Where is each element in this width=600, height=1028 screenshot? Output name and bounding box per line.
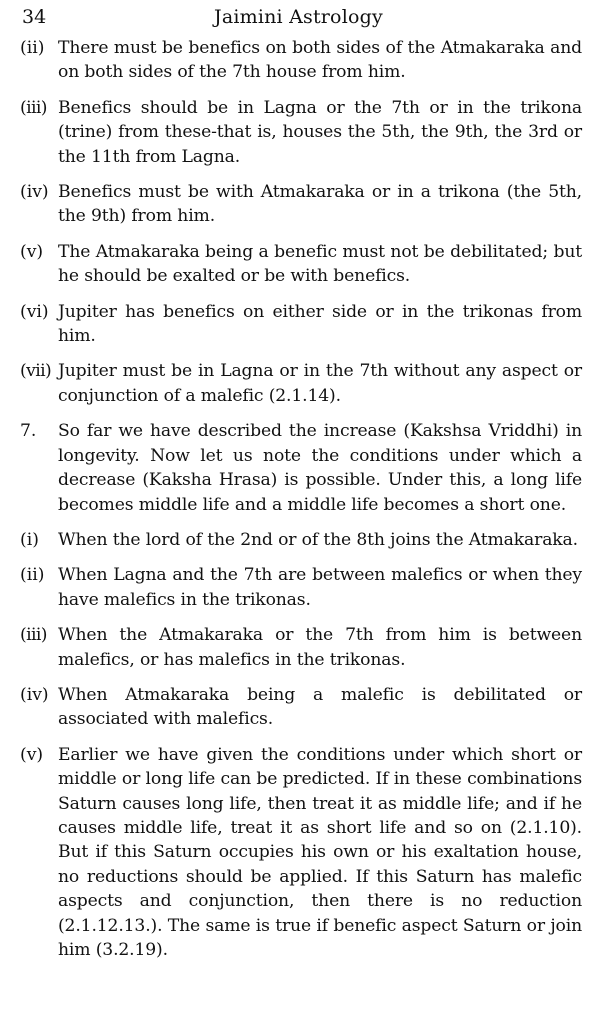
item-marker: (iii) <box>20 97 47 118</box>
paragraph-number: 7. <box>20 421 37 442</box>
item-text: The Atmakaraka being a benefic must not be debilitated; but he should be exalted or be with benefics. <box>58 241 582 287</box>
item-marker: (iii) <box>20 625 47 646</box>
item-text: Benefics should be in Lagna or the 7th or in the trikona (trine) from these-that is, houses the 5th, the 9th, the 3rd or the 11th from Lagna. <box>58 97 582 167</box>
list-item <box>20 743 582 963</box>
list-item <box>20 300 582 349</box>
page-content <box>20 36 582 973</box>
list-item <box>20 623 582 672</box>
list-item <box>20 563 582 612</box>
item-marker: (ii) <box>20 38 45 58</box>
item-text: Earlier we have given the conditions under which short or middle or long life can be predicted. If in these combinations Saturn causes long life, then treat it as middle life; and if he causes middle life, treat it as short life and so on (2.1.10). But if this Saturn occupies his own or his exaltation house, no reductions should be applied. If this Saturn has malefic aspects and conjunction, then there is no reduction (2.1.12.13.). The same is true if benefic aspect Saturn or join him (3.2.19). <box>58 744 582 960</box>
item-marker: (vii) <box>20 361 52 382</box>
item-text: There must be benefics on both sides of the Atmakaraka and on both sides of the 7th house from him. <box>58 38 582 83</box>
paragraph-text: So far we have described the increase (Kakshsa Vriddhi) in longevity. Now let us note the conditions under which a decrease (Kaksha Hrasa) is possible. Under this, a long life becomes middle life and a middle life becomes a short one. <box>58 421 582 515</box>
item-text: Jupiter has benefics on either side or in the trikonas from him. <box>58 301 582 347</box>
item-text: When the lord of the 2nd or of the 8th joins the Atmakaraka. <box>58 529 578 550</box>
item-marker: (iv) <box>20 684 49 705</box>
item-marker: (ii) <box>20 565 45 586</box>
list-item <box>20 96 582 169</box>
list-item <box>20 180 582 229</box>
list-item <box>20 240 582 289</box>
list-item <box>20 359 582 408</box>
item-marker: (v) <box>20 744 44 765</box>
item-text: Jupiter must be in Lagna or in the 7th without any aspect or conjunction of a malefic (2.1.14). <box>58 361 582 406</box>
item-marker: (v) <box>20 241 44 262</box>
page-header <box>22 6 582 32</box>
item-marker: (iv) <box>20 182 49 203</box>
item-text: Benefics must be with Atmakaraka or in a trikona (the 5th, the 9th) from him. <box>58 182 582 227</box>
list-item <box>20 528 582 552</box>
page-number: 34 <box>22 6 47 28</box>
item-text: When the Atmakaraka or the 7th from him is between malefics, or has malefics in the trikonas. <box>58 625 582 670</box>
item-marker: (i) <box>20 529 39 550</box>
running-title: Jaimini Astrology <box>214 6 383 28</box>
item-text: When Lagna and the 7th are between malefics or when they have malefics in the trikonas. <box>58 565 582 610</box>
item-marker: (vi) <box>20 301 49 322</box>
list-item <box>20 683 582 732</box>
list-item <box>20 36 582 85</box>
numbered-paragraph <box>20 419 582 517</box>
item-text: When Atmakaraka being a malefic is debilitated or associated with malefics. <box>58 684 582 730</box>
